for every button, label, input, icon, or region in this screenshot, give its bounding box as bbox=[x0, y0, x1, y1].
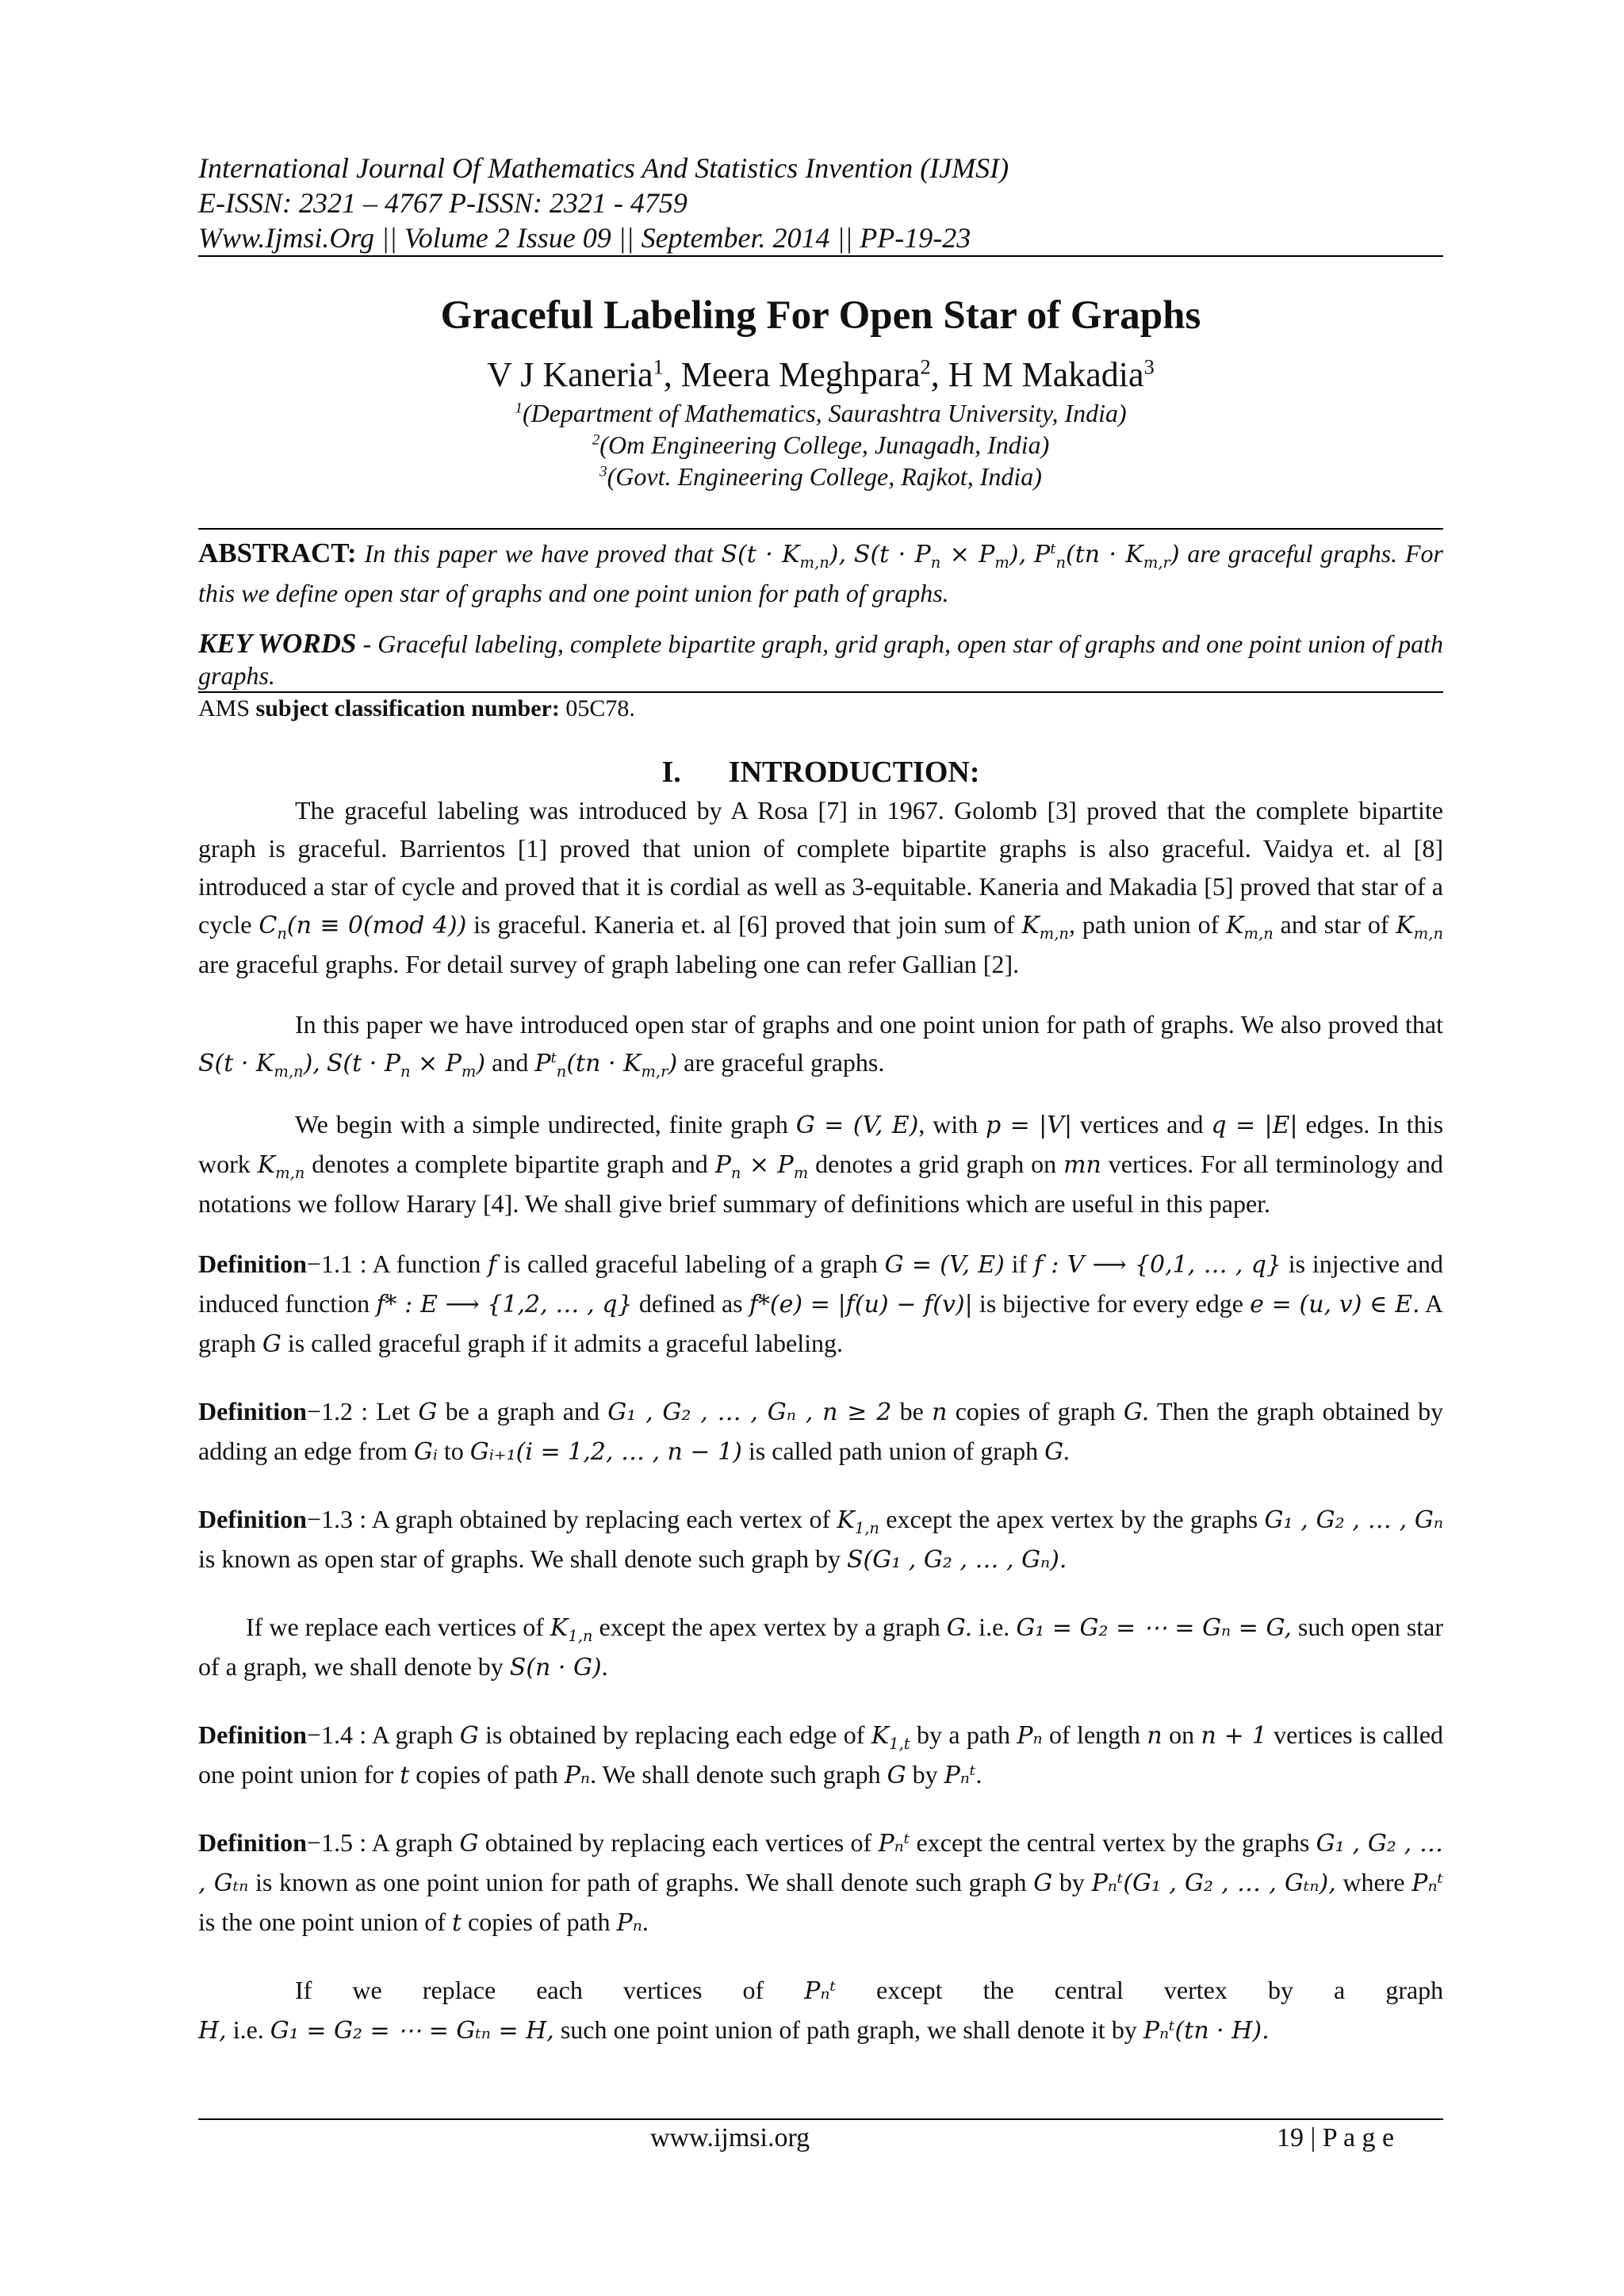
remark-word: Pₙᵗ bbox=[804, 1977, 836, 2005]
affiliation-text: (Department of Mathematics, Saurashtra University, India) bbox=[522, 399, 1127, 427]
math-sub: n bbox=[730, 1164, 741, 1182]
text: , with bbox=[918, 1110, 986, 1138]
math-part: P bbox=[534, 1050, 551, 1077]
math: G bbox=[459, 1722, 479, 1750]
math: G = (V, E) bbox=[884, 1251, 1005, 1279]
text: A graph bbox=[198, 1289, 1444, 1357]
remark-word: a bbox=[1334, 1976, 1346, 2004]
definition-label: Definition bbox=[198, 1505, 307, 1533]
math: t bbox=[400, 1762, 410, 1789]
math-cycle bbox=[259, 912, 467, 943]
text: is bijective for every edge bbox=[972, 1289, 1251, 1318]
math-part: (tn · K bbox=[1066, 541, 1143, 568]
math-part: S(t · P bbox=[326, 1050, 400, 1077]
text: be a graph and bbox=[437, 1397, 608, 1425]
math-part: ) bbox=[1170, 541, 1180, 568]
text: obtained by replacing each vertices of bbox=[478, 1828, 879, 1857]
abstract-text-1: In this paper we have proved that bbox=[364, 539, 714, 568]
math-sub: 1,n bbox=[854, 1519, 879, 1537]
text: is called graceful graph if it admits a graceful labeling. bbox=[281, 1329, 843, 1357]
text: by bbox=[906, 1760, 944, 1789]
math-star-kmn bbox=[198, 1050, 320, 1081]
text: denotes a complete bipartite graph and bbox=[304, 1150, 715, 1178]
text: is known as open star of graphs. We shall denote such graph by bbox=[198, 1544, 847, 1573]
text: copies of path bbox=[409, 1760, 565, 1789]
text: Then the graph obtained by adding an edge from bbox=[198, 1397, 1444, 1465]
text: to bbox=[437, 1437, 470, 1465]
definition-1-5 bbox=[198, 1823, 1443, 1942]
text: . bbox=[601, 1652, 608, 1681]
math-part: P bbox=[1034, 541, 1051, 568]
math-sub: m bbox=[994, 553, 1009, 572]
text: is graceful. Kaneria et. al [6] proved that join sum of bbox=[466, 910, 1022, 939]
math-kmn bbox=[1226, 912, 1274, 943]
remark-word: each bbox=[536, 1976, 583, 2004]
math-graph: G = (V, E) bbox=[795, 1112, 919, 1139]
author-2: Meera Meghpara bbox=[680, 355, 921, 394]
author-3: H M Makadia bbox=[948, 355, 1144, 394]
math-part: K bbox=[257, 1151, 276, 1179]
math-sub: m,n bbox=[1413, 924, 1444, 943]
text: such one point union of path graph, we shall denote it by bbox=[553, 2015, 1143, 2044]
math-sub: m,r bbox=[1143, 553, 1170, 572]
math: G₁ = G₂ = ⋯ = Gₜₙ = H, bbox=[270, 2017, 554, 2045]
text: A function bbox=[372, 1249, 488, 1278]
definition-1-4 bbox=[198, 1716, 1443, 1795]
intro-paragraph-2 bbox=[198, 1005, 1443, 1083]
definition-1-5-remark-line-2 bbox=[198, 2011, 1443, 2050]
text: are graceful graphs. bbox=[677, 1048, 885, 1077]
math: G₁ , G₂ , … , Gₜₙ bbox=[198, 1830, 1444, 1897]
math-star-grid bbox=[326, 1050, 486, 1081]
page-body bbox=[198, 151, 1443, 2050]
ams-classification bbox=[198, 695, 1443, 723]
affiliation-text: (Om Engineering College, Junagadh, India) bbox=[599, 430, 1050, 459]
math-sub: m,n bbox=[275, 1164, 305, 1182]
math-sub: n bbox=[930, 553, 941, 572]
definition-1-3-remark bbox=[198, 1608, 1443, 1687]
text: vertices and bbox=[1072, 1110, 1212, 1138]
math: f* : E ⟶ {1,2, … , q} bbox=[376, 1291, 633, 1318]
math-sub: n bbox=[556, 1062, 567, 1081]
journal-header bbox=[198, 151, 1443, 255]
math-part: S(t · P bbox=[853, 541, 931, 568]
footer-page-number: 19 | P a g e bbox=[1277, 2123, 1395, 2152]
affiliation-text: (Govt. Engineering College, Rajkot, India) bbox=[607, 462, 1042, 491]
math-part: P bbox=[714, 1151, 731, 1179]
math: f bbox=[488, 1251, 497, 1279]
math: Gᵢ bbox=[413, 1438, 438, 1466]
text: A graph bbox=[371, 1720, 460, 1749]
text: We begin with a simple undirected, finite graph bbox=[295, 1110, 796, 1138]
text: edges. In this work bbox=[198, 1110, 1444, 1178]
text: are graceful graphs. For detail survey of graph labeling one can refer Gallian [2]. bbox=[198, 950, 1020, 978]
text: . bbox=[975, 1760, 982, 1789]
text: vertices is called one point union for bbox=[198, 1720, 1444, 1789]
math: f*(e) = |f(u) − f(v)| bbox=[749, 1291, 973, 1318]
abstract-math-2 bbox=[853, 541, 1027, 572]
math: n bbox=[932, 1399, 948, 1426]
remark-word: the bbox=[982, 1976, 1014, 2004]
math-part: K bbox=[837, 1506, 855, 1534]
definition-1-5-remark-line-1 bbox=[198, 1971, 1443, 2011]
text: except the apex vertex by a graph bbox=[592, 1613, 947, 1641]
definition-label: Definition bbox=[198, 1828, 307, 1857]
text: except the central vertex by the graphs bbox=[910, 1828, 1316, 1857]
text: such open star of a graph, we shall denote by bbox=[198, 1613, 1444, 1681]
remark-word: graph bbox=[1385, 1976, 1444, 2004]
text: on bbox=[1162, 1720, 1201, 1749]
abstract-label: ABSTRACT: bbox=[198, 538, 357, 568]
math-mn: mn bbox=[1063, 1151, 1101, 1179]
text: . We shall denote such graph bbox=[590, 1760, 887, 1789]
affiliation-mark: 2 bbox=[592, 431, 600, 449]
text: A graph obtained by replacing each vertex of bbox=[371, 1505, 837, 1533]
definition-label: Definition bbox=[198, 1397, 307, 1425]
keywords bbox=[198, 628, 1443, 691]
abstract-text-2: are graceful graphs. For this we define open star of graphs and one point union for path of graphs. bbox=[198, 539, 1444, 607]
math-grid bbox=[714, 1151, 809, 1182]
math-part: × P bbox=[940, 541, 995, 568]
math: Pₙᵗ bbox=[944, 1762, 976, 1789]
math-kmn bbox=[1396, 912, 1444, 943]
definition-label: Definition bbox=[198, 1720, 307, 1749]
math-q: q = |E| bbox=[1211, 1112, 1298, 1139]
definition-1-1 bbox=[198, 1245, 1443, 1364]
keywords-rule bbox=[198, 691, 1443, 693]
math-sub: m,n bbox=[1243, 924, 1274, 943]
remark-word: vertex bbox=[1163, 1976, 1228, 2004]
remark-word: If bbox=[295, 1976, 312, 2004]
math-sub: m,n bbox=[799, 553, 829, 572]
text: of length bbox=[1042, 1720, 1147, 1749]
math-sub: m,n bbox=[1039, 924, 1069, 943]
volume-line: Www.Ijmsi.Org || Volume 2 Issue 09 || September. 2014 || PP-19-23 bbox=[198, 222, 971, 254]
author-1-mark: 1 bbox=[653, 354, 664, 379]
math: Pₙ bbox=[1017, 1722, 1043, 1750]
text: is injective and induced function bbox=[198, 1249, 1444, 1318]
remark-word: central bbox=[1054, 1976, 1124, 2004]
math-part: S(t · K bbox=[198, 1050, 274, 1077]
math: G. bbox=[1044, 1438, 1071, 1466]
math-sub: 1,n bbox=[568, 1627, 593, 1645]
math: n + 1 bbox=[1201, 1722, 1267, 1750]
math-sub: 1,t bbox=[889, 1735, 910, 1753]
section-title: INTRODUCTION: bbox=[728, 756, 980, 789]
footer-rule bbox=[198, 2118, 1443, 2120]
text: defined as bbox=[632, 1289, 749, 1318]
text: is obtained by replacing each edge of bbox=[478, 1720, 871, 1749]
ams-pre: AMS bbox=[198, 695, 256, 721]
definition-number: −1.4 : bbox=[306, 1720, 372, 1749]
math-path-union bbox=[534, 1050, 678, 1081]
definition-1-2 bbox=[198, 1392, 1443, 1471]
math: G bbox=[459, 1830, 479, 1858]
math: S(G₁ , G₂ , … , Gₙ). bbox=[847, 1546, 1067, 1574]
math-part: ) bbox=[668, 1050, 678, 1077]
math-part: K bbox=[871, 1722, 890, 1750]
section-heading bbox=[198, 755, 1443, 790]
math-sub: n bbox=[277, 924, 287, 943]
math: G bbox=[262, 1330, 282, 1358]
math: t bbox=[451, 1909, 462, 1937]
text: . bbox=[642, 1908, 649, 1936]
math-part: ), bbox=[829, 541, 847, 568]
text: vertices. For all terminology and notations we follow Harary [4]. We shall give brief summary of definitions which are useful in this paper. bbox=[198, 1150, 1444, 1218]
affiliation-1 bbox=[198, 397, 1443, 429]
text: , path union of bbox=[1068, 910, 1227, 939]
math-k1n bbox=[837, 1506, 879, 1537]
math-sub: m bbox=[793, 1164, 809, 1182]
math: G₁ = G₂ = ⋯ = Gₙ = G, bbox=[1016, 1614, 1292, 1642]
math-sub: n bbox=[1055, 553, 1066, 572]
keywords-label: KEY WORDS bbox=[198, 628, 357, 659]
math-part: ), bbox=[1009, 541, 1027, 568]
math-kmn bbox=[257, 1151, 305, 1182]
affiliation-2 bbox=[198, 429, 1443, 461]
math: e = (u, v) ∈ E. bbox=[1250, 1291, 1420, 1318]
text: and star of bbox=[1273, 910, 1396, 939]
math-p: p = |V| bbox=[986, 1112, 1073, 1139]
text: where bbox=[1335, 1868, 1412, 1896]
math: Pₙᵗ(tn · H). bbox=[1143, 2017, 1270, 2045]
math: G₁ , G₂ , … , Gₙ bbox=[1264, 1506, 1444, 1534]
math-part: × P bbox=[741, 1151, 794, 1179]
math: Pₙ bbox=[564, 1762, 591, 1789]
author-3-mark: 3 bbox=[1143, 354, 1155, 379]
math: S(n · G) bbox=[509, 1654, 602, 1682]
text: i.e. bbox=[226, 2015, 270, 2044]
text: except the apex vertex by the graphs bbox=[879, 1505, 1265, 1533]
math: G. bbox=[1123, 1399, 1150, 1426]
intro-paragraph-1 bbox=[198, 791, 1443, 983]
math-kmn bbox=[1021, 912, 1069, 943]
ams-code: 05C78. bbox=[559, 695, 635, 721]
journal-name: International Journal Of Mathematics And Statistics Invention (IJMSI) bbox=[198, 152, 1009, 184]
intro-paragraph-3 bbox=[198, 1105, 1443, 1223]
author-1: V J Kaneria bbox=[487, 355, 653, 394]
math: f : V ⟶ {0,1, … , q} bbox=[1033, 1251, 1282, 1279]
text: is the one point union of bbox=[198, 1908, 452, 1936]
remark-word: we bbox=[352, 1976, 382, 2004]
math-part: C bbox=[259, 912, 278, 939]
text: be bbox=[891, 1397, 933, 1425]
math-sub: m,r bbox=[641, 1062, 668, 1081]
footer-url: www.ijmsi.org bbox=[650, 2123, 810, 2152]
paper-title: Graceful Labeling For Open Star of Graphs bbox=[440, 293, 1201, 338]
abstract-math-1 bbox=[721, 541, 847, 572]
text: i.e. bbox=[972, 1613, 1017, 1641]
remark-word: except bbox=[876, 1976, 943, 2004]
section-number: I. bbox=[661, 756, 681, 789]
abstract bbox=[198, 530, 1443, 612]
header-rule bbox=[198, 255, 1443, 257]
math-part: K bbox=[550, 1614, 569, 1642]
math: G bbox=[418, 1399, 438, 1426]
math-sub: m,n bbox=[274, 1062, 304, 1081]
text: is called graceful labeling of a graph bbox=[496, 1249, 885, 1278]
definition-number: −1.3 : bbox=[306, 1505, 372, 1533]
math-part: ), bbox=[303, 1050, 320, 1077]
ams-label: subject classification number: bbox=[255, 695, 560, 721]
text: by a path bbox=[910, 1720, 1017, 1749]
remark-word: replace bbox=[422, 1976, 496, 2004]
math: G₁ , G₂ , … , Gₙ , n ≥ 2 bbox=[607, 1399, 892, 1426]
keywords-text: - Graceful labeling, complete bipartite graph, grid graph, open star of graphs and one point union of path graphs. bbox=[198, 629, 1443, 690]
math-sup: t bbox=[550, 1050, 557, 1066]
definition-number: −1.2 : bbox=[306, 1397, 377, 1425]
issn-line: E-ISSN: 2321 – 4767 P-ISSN: 2321 - 4759 bbox=[198, 187, 688, 219]
abstract-math-3 bbox=[1034, 541, 1180, 572]
author-2-mark: 2 bbox=[920, 354, 931, 379]
text: is called path union of graph bbox=[741, 1437, 1045, 1465]
math-part: S(t · K bbox=[721, 541, 800, 568]
math-part: (n ≡ 0(mod 4)) bbox=[286, 912, 467, 939]
math-sup: t bbox=[1050, 541, 1056, 557]
math: H, bbox=[198, 2017, 227, 2045]
affiliation-mark: 1 bbox=[515, 400, 523, 417]
math: Pₙ bbox=[616, 1909, 642, 1937]
definition-label: Definition bbox=[198, 1249, 307, 1278]
text: A graph bbox=[371, 1828, 460, 1857]
definition-number: −1.5 : bbox=[306, 1828, 372, 1857]
math: n bbox=[1147, 1722, 1162, 1750]
text: Let bbox=[376, 1397, 419, 1425]
math-part: K bbox=[1021, 912, 1040, 939]
math: Gᵢ₊₁(i = 1,2, … , n − 1) bbox=[469, 1438, 742, 1466]
math-part: ) bbox=[476, 1050, 486, 1077]
text: copies of path bbox=[462, 1908, 617, 1936]
math: Pₙᵗ bbox=[1411, 1869, 1444, 1897]
math: G bbox=[1033, 1869, 1053, 1897]
definition-1-3 bbox=[198, 1500, 1443, 1579]
math: G. bbox=[946, 1614, 973, 1642]
math: G bbox=[887, 1762, 906, 1789]
math: Pₙᵗ bbox=[878, 1830, 910, 1858]
definition-number: −1.1 : bbox=[306, 1249, 373, 1278]
text: by bbox=[1052, 1868, 1092, 1896]
remark-word: vertices bbox=[622, 1976, 703, 2004]
math-sub: n bbox=[400, 1062, 411, 1081]
math-part: × P bbox=[410, 1050, 462, 1077]
math-part: (tn · K bbox=[566, 1050, 642, 1077]
text: In this paper we have introduced open star of graphs and one point union for path of graphs. We also proved that bbox=[295, 1010, 1443, 1039]
affiliation-mark: 3 bbox=[599, 463, 607, 480]
math: Pₙᵗ(G₁ , G₂ , … , Gₜₙ), bbox=[1091, 1869, 1336, 1897]
text: if bbox=[1004, 1249, 1034, 1278]
math-k1n bbox=[550, 1614, 593, 1645]
math-part: K bbox=[1226, 912, 1244, 939]
remark-word: by bbox=[1267, 1976, 1293, 2004]
author-line: V J Kaneria$^1$, Meera Meghpara$^2$, H M Makadia$^3$ bbox=[487, 354, 1155, 394]
math-part: K bbox=[1396, 912, 1414, 939]
text: and bbox=[485, 1048, 535, 1077]
text: denotes a grid graph on bbox=[808, 1150, 1064, 1178]
text: copies of graph bbox=[947, 1397, 1124, 1425]
text: is known as one point union for path of graphs. We shall denote such graph bbox=[248, 1868, 1034, 1896]
text: The graceful labeling was introduced by A Rosa [7] in 1967. Golomb [3] proved that the complete bipartite graph is graceful. Barrientos [1] proved that union of complete bipartite graphs is also graceful. Vaidya et. al [8] introduced a star of cycle and proved that it is cordial as well as 3-equitable. Kaneria and Makadia [5] proved that star of a cycle bbox=[198, 796, 1443, 939]
text: If we replace each vertices of bbox=[246, 1613, 550, 1641]
math-sub: m bbox=[461, 1062, 477, 1081]
math-k1t bbox=[871, 1722, 910, 1753]
affiliation-3 bbox=[198, 461, 1443, 492]
remark-word: of bbox=[742, 1976, 764, 2004]
